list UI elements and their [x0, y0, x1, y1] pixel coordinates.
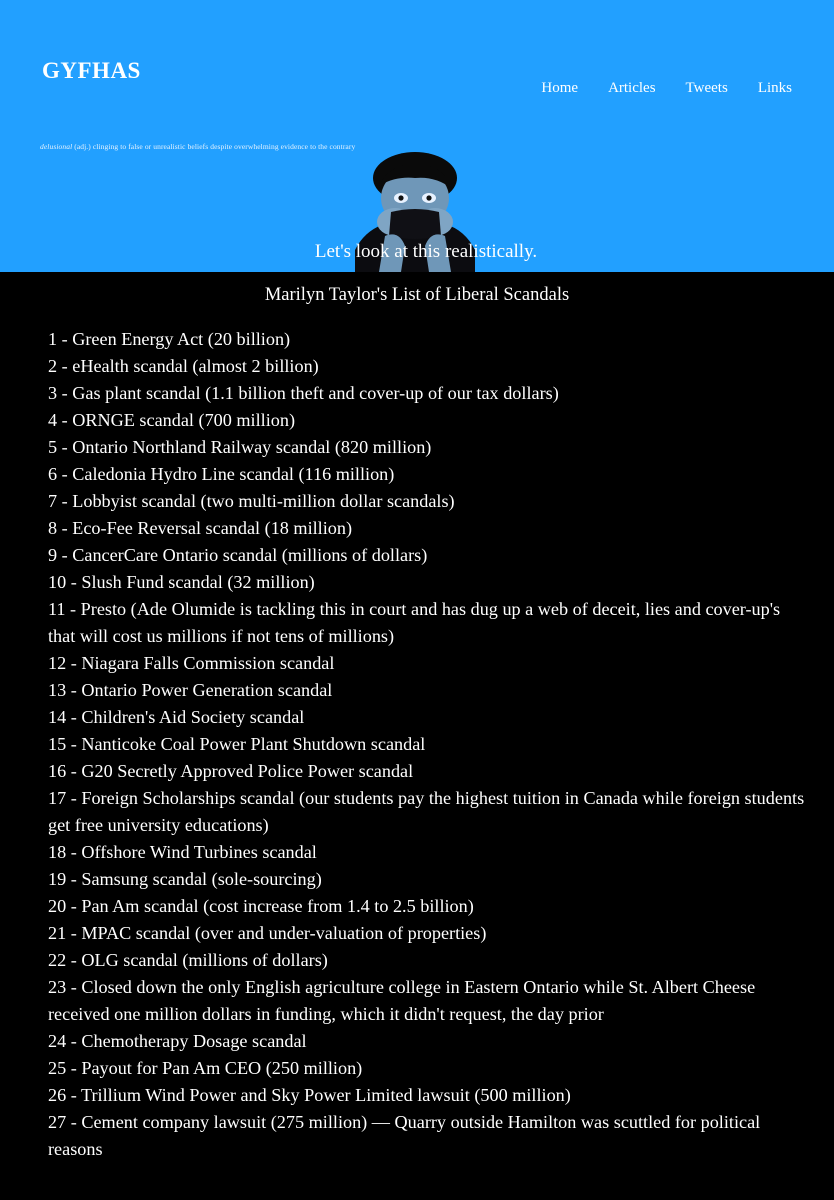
list-item: 9 - CancerCare Ontario scandal (millions of dollars) — [48, 545, 428, 565]
hero-caption: Let's look at this realistically. — [314, 241, 538, 262]
list-item: 5 - Ontario Northland Railway scandal (820 million) — [48, 437, 432, 457]
tagline-definition: (adj.) clinging to false or unrealistic beliefs despite overwhelming evidence to the contrary — [72, 142, 356, 151]
list-title: Marilyn Taylor's List of Liberal Scandals — [264, 285, 570, 305]
scandal-list — [48, 326, 808, 1163]
list-item: 19 - Samsung scandal (sole-sourcing) — [48, 869, 322, 889]
site-tagline — [40, 142, 355, 151]
list-item: 10 - Slush Fund scandal (32 million) — [48, 572, 315, 592]
list-item: 16 - G20 Secretly Approved Police Power scandal — [48, 761, 414, 781]
main-nav — [541, 80, 792, 97]
list-item: 23 - Closed down the only English agriculture college in Eastern Ontario while St. Albert Cheese received one million dollars in funding, which it didn't request, the day prior — [48, 977, 756, 1024]
list-item: 1 - Green Energy Act (20 billion) — [48, 329, 291, 349]
nav-tweets-link[interactable]: Tweets — [685, 80, 728, 96]
nav-articles-link[interactable]: Articles — [608, 80, 656, 96]
list-item: 22 - OLG scandal (millions of dollars) — [48, 950, 328, 970]
list-item: 13 - Ontario Power Generation scandal — [48, 680, 333, 700]
list-item: 27 - Cement company lawsuit (275 million) — Quarry outside Hamilton was scuttled for political reasons — [48, 1112, 761, 1159]
list-item: 15 - Nanticoke Coal Power Plant Shutdown scandal — [48, 734, 426, 754]
list-item: 20 - Pan Am scandal (cost increase from 1.4 to 2.5 billion) — [48, 896, 474, 916]
list-item: 21 - MPAC scandal (over and under-valuation of properties) — [48, 923, 487, 943]
list-item: 7 - Lobbyist scandal (two multi-million dollar scandals) — [48, 491, 455, 511]
main-content — [0, 272, 834, 1200]
nav-home-link[interactable]: Home — [541, 80, 579, 96]
site-brand[interactable]: GYFHAS — [42, 58, 141, 83]
list-item: 14 - Children's Aid Society scandal — [48, 707, 305, 727]
list-item: 4 - ORNGE scandal (700 million) — [48, 410, 296, 430]
nav-links-link[interactable]: Links — [757, 80, 792, 96]
tagline-term: delusional — [40, 142, 73, 151]
list-item: 24 - Chemotherapy Dosage scandal — [48, 1031, 307, 1051]
list-item: 17 - Foreign Scholarships scandal (our students pay the highest tuition in Canada while foreign students get free university educations) — [48, 788, 805, 835]
list-item: 6 - Caledonia Hydro Line scandal (116 million) — [48, 464, 395, 484]
site-header — [0, 0, 834, 272]
list-item: 18 - Offshore Wind Turbines scandal — [48, 842, 317, 862]
list-item: 11 - Presto (Ade Olumide is tackling this in court and has dug up a web of deceit, lies and cover-up's that will cost us millions if not tens of millions) — [48, 599, 781, 646]
list-item: 3 - Gas plant scandal (1.1 billion theft and cover-up of our tax dollars) — [48, 383, 559, 403]
list-item: 26 - Trillium Wind Power and Sky Power Limited lawsuit (500 million) — [48, 1085, 571, 1105]
list-item: 25 - Payout for Pan Am CEO (250 million) — [48, 1058, 363, 1078]
list-item: 2 - eHealth scandal (almost 2 billion) — [48, 356, 319, 376]
list-item: 8 - Eco-Fee Reversal scandal (18 million) — [48, 518, 353, 538]
list-item: 12 - Niagara Falls Commission scandal — [48, 653, 335, 673]
